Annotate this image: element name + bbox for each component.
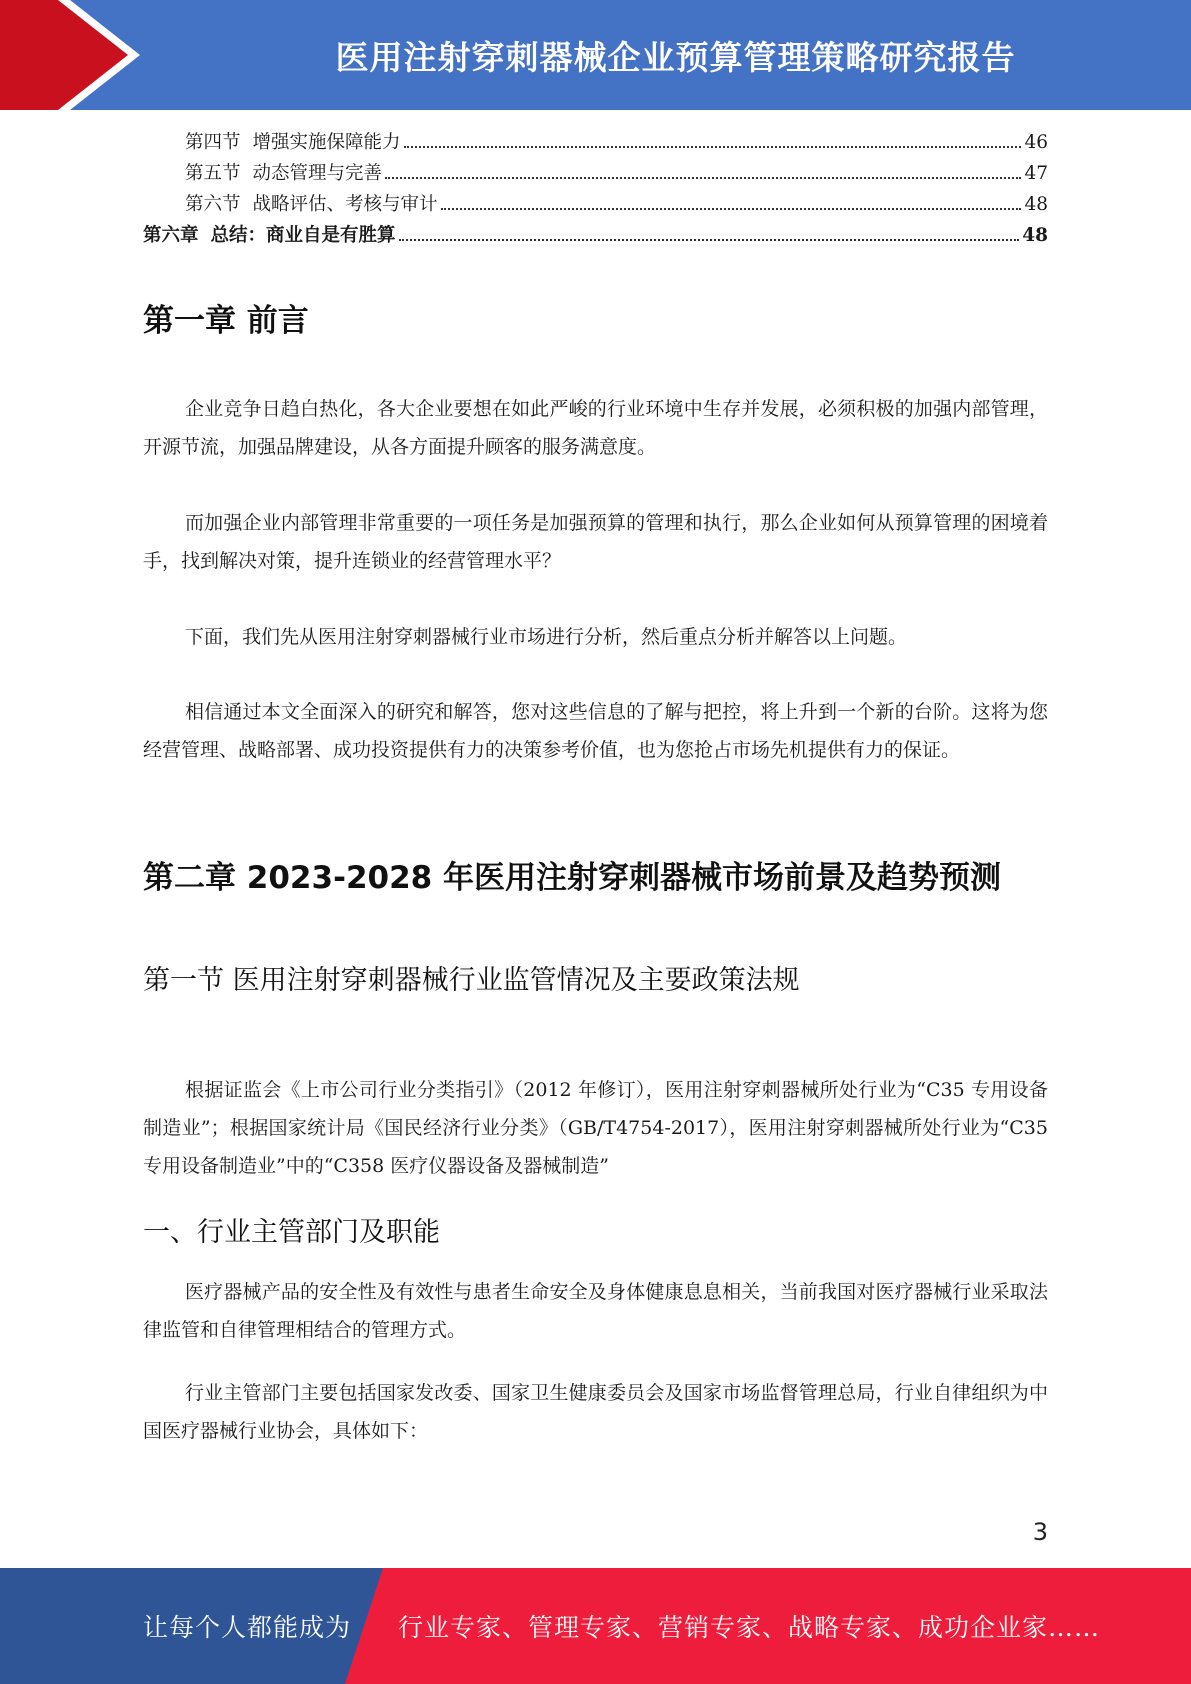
header-banner [0, 0, 1191, 110]
toc-entry-title: 动态管理与完善 [252, 163, 383, 184]
toc-entry-page: 47 [1024, 163, 1048, 184]
toc-entry-title: 战略评估、考核与审计 [252, 194, 438, 215]
paragraph: 根据证监会《上市公司行业分类指引》（2012 年修订），医用注射穿刺器械所处行业为“C35 专用设备制造业”；根据国家统计局《国民经济行业分类》（GB/T4754-2017），医用注射穿刺器械所处行业为“C35 专用设备制造业”中的“C358 医疗仪器设备及器械制造” [143, 1079, 1048, 1177]
toc-entry-page: 46 [1024, 132, 1048, 153]
toc-entry-page: 48 [1022, 225, 1048, 246]
section-1-heading: 第一节 医用注射穿刺器械行业监管情况及主要政策法规 [143, 965, 800, 996]
header-arrow-red [0, 0, 128, 110]
toc-entry[interactable] [143, 190, 1048, 221]
page-number: 3 [1032, 1518, 1048, 1546]
toc-entry-page: 48 [1024, 194, 1048, 215]
toc-entry-number: 第六节 [185, 194, 241, 215]
footer-banner [0, 1568, 1191, 1684]
paragraph: 相信通过本文全面深入的研究和解答，您对这些信息的了解与把控，将上升到一个新的台阶。这将为您经营管理、战略部署、成功投资提供有力的决策参考价值，也为您抢占市场先机提供有力的保证。 [143, 701, 1048, 761]
toc-entry[interactable] [143, 128, 1048, 159]
toc-leader-dots [399, 239, 1020, 241]
toc-chapter-entry[interactable] [143, 221, 1048, 252]
report-title: 医用注射穿刺器械企业预算管理策略研究报告 [335, 37, 1016, 77]
footer-slogan-left: 让每个人都能成为 [143, 1613, 352, 1642]
footer-slogan-right: 行业专家、管理专家、营销专家、战略专家、成功企业家…… [398, 1613, 1101, 1642]
toc-entry-number: 第四节 [185, 132, 241, 153]
toc-leader-dots [404, 146, 1022, 148]
toc-entry-title: 增强实施保障能力 [252, 132, 401, 153]
toc-entry-number: 第五节 [185, 163, 241, 184]
paragraph: 医疗器械产品的安全性及有效性与患者生命安全及身体健康息息相关，当前我国对医疗器械行业采取法律监管和自律管理相结合的管理方式。 [143, 1281, 1048, 1341]
toc-entry-title: 总结：商业自是有胜算 [210, 225, 396, 246]
chapter-1-heading: 第一章 前言 [143, 303, 309, 339]
toc-entry-number: 第六章 [143, 225, 199, 246]
toc-leader-dots [441, 208, 1022, 210]
chapter-2-heading: 第二章 2023-2028 年医用注射穿刺器械市场前景及趋势预测 [143, 860, 1002, 896]
toc-leader-dots [385, 177, 1021, 179]
toc-entry[interactable] [143, 159, 1048, 190]
subsection-heading: 一、行业主管部门及职能 [143, 1217, 440, 1248]
table-of-contents [143, 128, 1048, 252]
paragraph: 行业主管部门主要包括国家发改委、国家卫生健康委员会及国家市场监督管理总局，行业自律组织为中国医疗器械行业协会，具体如下： [143, 1382, 1048, 1442]
paragraph: 下面，我们先从医用注射穿刺器械行业市场进行分析，然后重点分析并解答以上问题。 [185, 626, 908, 648]
paragraph: 企业竞争日趋白热化，各大企业要想在如此严峻的行业环境中生存并发展，必须积极的加强内部管理，开源节流，加强品牌建设，从各方面提升顾客的服务满意度。 [143, 398, 1048, 458]
paragraph: 而加强企业内部管理非常重要的一项任务是加强预算的管理和执行，那么企业如何从预算管理的困境着手，找到解决对策，提升连锁业的经营管理水平？ [143, 512, 1048, 572]
